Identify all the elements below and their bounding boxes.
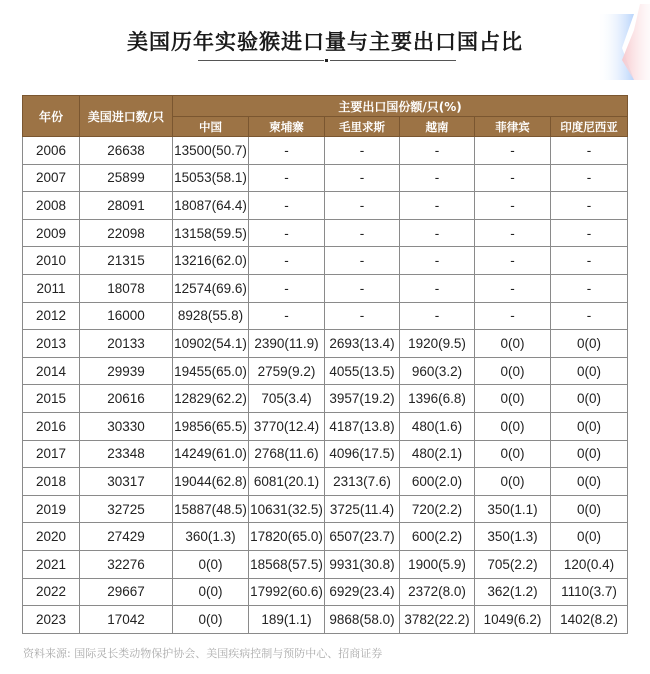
cell-country-share: 0(0)	[475, 357, 551, 385]
cell-country-share: 9931(30.8)	[325, 550, 400, 578]
cell-us-import: 16000	[80, 302, 173, 330]
cell-country-share: 3957(19.2)	[325, 385, 400, 413]
cell-us-import: 29939	[80, 357, 173, 385]
cell-year: 2008	[23, 192, 80, 220]
cell-country-share: 3725(11.4)	[325, 495, 400, 523]
cell-country-share: 0(0)	[475, 468, 551, 496]
cell-country-share: 0(0)	[551, 330, 628, 358]
cell-country-share: 4096(17.5)	[325, 440, 400, 468]
cell-country-share: 12829(62.2)	[173, 385, 249, 413]
table-row	[23, 137, 628, 165]
cell-year: 2007	[23, 164, 80, 192]
cell-country-share: 0(0)	[173, 578, 249, 606]
cell-country-share: 14249(61.0)	[173, 440, 249, 468]
cell-country-share: 600(2.0)	[400, 468, 475, 496]
cell-country-share: 4055(13.5)	[325, 357, 400, 385]
cell-country-share: 1920(9.5)	[400, 330, 475, 358]
cell-us-import: 18078	[80, 274, 173, 302]
cell-country-share: 705(3.4)	[249, 385, 325, 413]
cell-country-share: 0(0)	[551, 495, 628, 523]
cell-country-share: 4187(13.8)	[325, 412, 400, 440]
cell-country-share: 720(2.2)	[400, 495, 475, 523]
cell-country-share: -	[551, 274, 628, 302]
cell-country-share: 12574(69.6)	[173, 274, 249, 302]
cell-us-import: 22098	[80, 219, 173, 247]
cell-country-share: 350(1.1)	[475, 495, 551, 523]
cell-country-share: 1396(6.8)	[400, 385, 475, 413]
table-row	[23, 550, 628, 578]
cell-country-share: 0(0)	[551, 412, 628, 440]
cell-country-share: 2759(9.2)	[249, 357, 325, 385]
cell-country-share: 1900(5.9)	[400, 550, 475, 578]
header-country: 中国	[173, 117, 249, 137]
cell-country-share: -	[400, 219, 475, 247]
cell-year: 2013	[23, 330, 80, 358]
cell-us-import: 32725	[80, 495, 173, 523]
table-row	[23, 330, 628, 358]
header-year: 年份	[23, 96, 80, 137]
table-row	[23, 606, 628, 634]
cell-country-share: -	[249, 192, 325, 220]
cell-country-share: 8928(55.8)	[173, 302, 249, 330]
cell-country-share: -	[551, 247, 628, 275]
cell-country-share: 705(2.2)	[475, 550, 551, 578]
cell-country-share: -	[400, 247, 475, 275]
cell-country-share: 13158(59.5)	[173, 219, 249, 247]
cell-country-share: 3770(12.4)	[249, 412, 325, 440]
cell-country-share: 0(0)	[551, 523, 628, 551]
header-country: 越南	[400, 117, 475, 137]
cell-country-share: -	[325, 302, 400, 330]
table-row	[23, 578, 628, 606]
cell-country-share: -	[325, 137, 400, 165]
cell-country-share: 600(2.2)	[400, 523, 475, 551]
cell-country-share: 15053(58.1)	[173, 164, 249, 192]
cell-country-share: -	[325, 247, 400, 275]
cell-country-share: -	[400, 274, 475, 302]
table-row	[23, 192, 628, 220]
header-exporter-share: 主要出口国份额/只(%)	[173, 96, 628, 117]
cell-country-share: 0(0)	[551, 385, 628, 413]
cell-country-share: -	[400, 192, 475, 220]
cell-us-import: 32276	[80, 550, 173, 578]
cell-country-share: 6929(23.4)	[325, 578, 400, 606]
header-country: 柬埔寨	[249, 117, 325, 137]
cell-year: 2016	[23, 412, 80, 440]
cell-us-import: 25899	[80, 164, 173, 192]
cell-year: 2019	[23, 495, 80, 523]
cell-year: 2015	[23, 385, 80, 413]
cell-year: 2009	[23, 219, 80, 247]
cell-country-share: 6507(23.7)	[325, 523, 400, 551]
cell-country-share: -	[400, 302, 475, 330]
title-divider-left	[198, 60, 324, 61]
cell-year: 2006	[23, 137, 80, 165]
cell-country-share: -	[249, 274, 325, 302]
cell-country-share: -	[400, 164, 475, 192]
cell-country-share: 189(1.1)	[249, 606, 325, 634]
cell-country-share: -	[475, 274, 551, 302]
cell-country-share: 2372(8.0)	[400, 578, 475, 606]
cell-country-share: 350(1.3)	[475, 523, 551, 551]
cell-country-share: -	[551, 192, 628, 220]
cell-us-import: 20616	[80, 385, 173, 413]
cell-country-share: 1049(6.2)	[475, 606, 551, 634]
cell-country-share: 0(0)	[551, 468, 628, 496]
cell-country-share: 9868(58.0)	[325, 606, 400, 634]
cell-year: 2010	[23, 247, 80, 275]
cell-country-share: -	[475, 192, 551, 220]
cell-country-share: -	[249, 247, 325, 275]
cell-country-share: 3782(22.2)	[400, 606, 475, 634]
cell-year: 2011	[23, 274, 80, 302]
cell-country-share: -	[325, 219, 400, 247]
cell-country-share: 13500(50.7)	[173, 137, 249, 165]
cell-country-share: 0(0)	[475, 440, 551, 468]
cell-country-share: 0(0)	[475, 330, 551, 358]
cell-country-share: -	[325, 192, 400, 220]
cell-country-share: 1402(8.2)	[551, 606, 628, 634]
source-note: 资料来源: 国际灵长类动物保护协会、美国疾病控制与预防中心、招商证券	[23, 647, 383, 660]
cell-country-share: 2768(11.6)	[249, 440, 325, 468]
table-row	[23, 274, 628, 302]
header-country: 毛里求斯	[325, 117, 400, 137]
table-row	[23, 440, 628, 468]
table-row	[23, 495, 628, 523]
cell-country-share: 19856(65.5)	[173, 412, 249, 440]
table-row	[23, 219, 628, 247]
header-country: 印度尼西亚	[551, 117, 628, 137]
cell-us-import: 29667	[80, 578, 173, 606]
cell-us-import: 30317	[80, 468, 173, 496]
import-data-table	[22, 95, 628, 634]
cell-country-share: 18568(57.5)	[249, 550, 325, 578]
table-row	[23, 412, 628, 440]
cell-us-import: 26638	[80, 137, 173, 165]
cell-country-share: 19044(62.8)	[173, 468, 249, 496]
cell-us-import: 30330	[80, 412, 173, 440]
cell-year: 2022	[23, 578, 80, 606]
cell-country-share: -	[475, 219, 551, 247]
cell-country-share: 360(1.3)	[173, 523, 249, 551]
header-us-import: 美国进口数/只	[80, 96, 173, 137]
cell-country-share: 480(2.1)	[400, 440, 475, 468]
cell-country-share: -	[325, 274, 400, 302]
cell-us-import: 17042	[80, 606, 173, 634]
cell-us-import: 23348	[80, 440, 173, 468]
cell-us-import: 27429	[80, 523, 173, 551]
cell-country-share: -	[249, 137, 325, 165]
cell-country-share: 10902(54.1)	[173, 330, 249, 358]
cell-us-import: 20133	[80, 330, 173, 358]
table-row	[23, 523, 628, 551]
table-row	[23, 164, 628, 192]
cell-country-share: 17820(65.0)	[249, 523, 325, 551]
cell-country-share: -	[249, 219, 325, 247]
cell-country-share: 18087(64.4)	[173, 192, 249, 220]
cell-year: 2023	[23, 606, 80, 634]
cell-us-import: 21315	[80, 247, 173, 275]
cell-country-share: 0(0)	[551, 357, 628, 385]
cell-year: 2017	[23, 440, 80, 468]
cell-country-share: -	[475, 137, 551, 165]
cell-country-share: -	[325, 164, 400, 192]
cell-country-share: -	[249, 164, 325, 192]
cell-country-share: 0(0)	[551, 440, 628, 468]
table-row	[23, 302, 628, 330]
cell-country-share: 120(0.4)	[551, 550, 628, 578]
cell-country-share: -	[475, 247, 551, 275]
cell-year: 2021	[23, 550, 80, 578]
cell-country-share: 1110(3.7)	[551, 578, 628, 606]
cell-year: 2012	[23, 302, 80, 330]
cell-country-share: 0(0)	[475, 385, 551, 413]
title-divider-dot	[325, 59, 328, 62]
cell-country-share: -	[249, 302, 325, 330]
cell-country-share: -	[551, 164, 628, 192]
cell-country-share: 19455(65.0)	[173, 357, 249, 385]
cell-us-import: 28091	[80, 192, 173, 220]
cell-country-share: 17992(60.6)	[249, 578, 325, 606]
table-row	[23, 385, 628, 413]
cell-country-share: 0(0)	[173, 606, 249, 634]
cell-country-share: 15887(48.5)	[173, 495, 249, 523]
cell-country-share: -	[551, 219, 628, 247]
cell-country-share: -	[551, 137, 628, 165]
header-country: 菲律宾	[475, 117, 551, 137]
table-row	[23, 468, 628, 496]
cell-country-share: 0(0)	[475, 412, 551, 440]
cell-year: 2014	[23, 357, 80, 385]
table-row	[23, 247, 628, 275]
cell-country-share: -	[475, 302, 551, 330]
cell-country-share: -	[475, 164, 551, 192]
cell-country-share: 2390(11.9)	[249, 330, 325, 358]
cell-country-share: 0(0)	[173, 550, 249, 578]
cell-country-share: 960(3.2)	[400, 357, 475, 385]
page-title: 美国历年实验猴进口量与主要出口国占比	[127, 30, 523, 54]
cell-country-share: 480(1.6)	[400, 412, 475, 440]
cell-year: 2020	[23, 523, 80, 551]
cell-country-share: 10631(32.5)	[249, 495, 325, 523]
cell-country-share: -	[400, 137, 475, 165]
cell-country-share: 362(1.2)	[475, 578, 551, 606]
title-divider-right	[330, 60, 456, 61]
cell-country-share: 6081(20.1)	[249, 468, 325, 496]
cell-country-share: 2693(13.4)	[325, 330, 400, 358]
cell-year: 2018	[23, 468, 80, 496]
table-row	[23, 357, 628, 385]
cell-country-share: -	[551, 302, 628, 330]
cell-country-share: 13216(62.0)	[173, 247, 249, 275]
cell-country-share: 2313(7.6)	[325, 468, 400, 496]
